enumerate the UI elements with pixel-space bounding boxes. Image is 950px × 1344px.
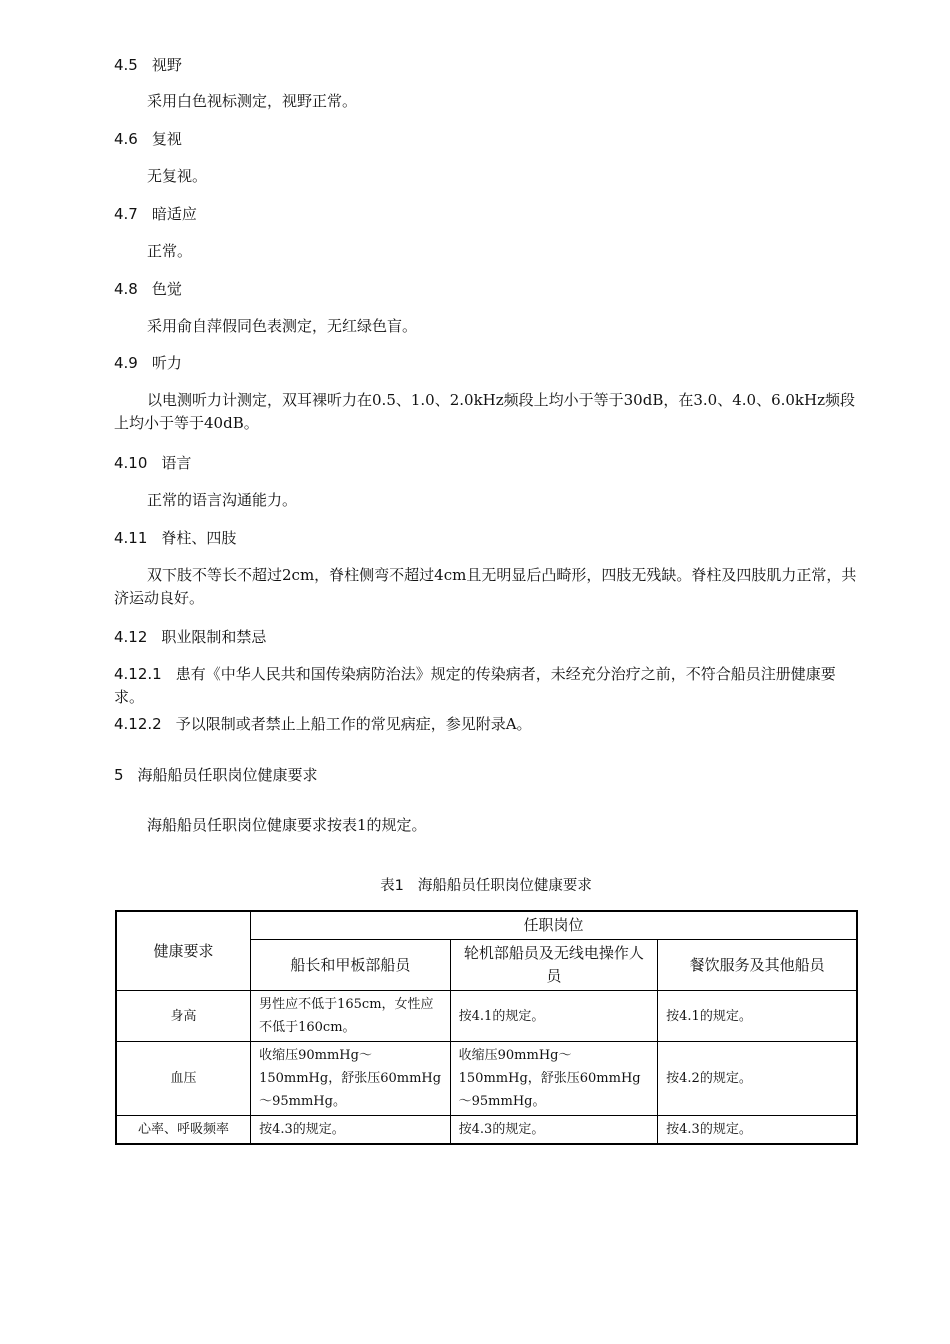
row-label: 血压	[116, 1042, 251, 1116]
table-cell: 按4.3的规定。	[251, 1116, 451, 1145]
table-cell: 收缩压90mmHg～150mmHg，舒张压60mmHg～95mmHg。	[251, 1042, 451, 1116]
section-body-4-8: 采用俞自萍假同色表测定，无红绿色盲。	[147, 317, 418, 335]
section-heading-5	[114, 765, 318, 785]
section-heading-4-11	[114, 528, 236, 548]
table-cell: 男性应不低于165cm，女性应不低于160cm。	[251, 991, 451, 1042]
table-title: 海船船员任职岗位健康要求	[417, 878, 592, 894]
header-post: 任职岗位	[251, 911, 857, 940]
table-row	[116, 991, 857, 1042]
section-body-4-10: 正常的语言沟通能力。	[147, 491, 298, 509]
section-number: 4.5	[114, 56, 138, 74]
section-title: 职业限制和禁忌	[161, 628, 267, 646]
section-body-5: 海船船员任职岗位健康要求按表1的规定。	[147, 816, 427, 834]
section-number: 4.6	[114, 130, 138, 148]
table-row	[116, 1116, 857, 1145]
clause-number: 4.12.1	[114, 665, 162, 683]
section-number: 4.9	[114, 354, 138, 372]
row-label: 心率、呼吸频率	[116, 1116, 251, 1145]
section-title: 色觉	[151, 280, 182, 298]
section-title: 复视	[151, 130, 182, 148]
row-label: 身高	[116, 991, 251, 1042]
section-title: 海船船员任职岗位健康要求	[137, 766, 318, 784]
section-number: 4.12	[114, 628, 148, 646]
table-caption	[114, 876, 858, 896]
section-heading-4-8	[114, 279, 182, 299]
section-number: 4.10	[114, 454, 148, 472]
health-requirements-table	[115, 910, 858, 1145]
clause-number: 4.12.2	[114, 715, 162, 733]
table-cell: 按4.3的规定。	[658, 1116, 857, 1145]
section-body-4-6: 无复视。	[147, 167, 208, 185]
section-heading-4-7	[114, 204, 197, 224]
section-title: 语言	[161, 454, 192, 472]
clause-4-12-2	[114, 713, 860, 736]
section-heading-4-9	[114, 353, 182, 373]
section-heading-4-10	[114, 453, 191, 473]
section-heading-4-5	[114, 55, 182, 75]
header-col-engine: 轮机部船员及无线电操作人员	[450, 940, 658, 991]
table-cell: 按4.1的规定。	[450, 991, 658, 1042]
section-title: 听力	[151, 354, 182, 372]
clause-4-12-1	[114, 663, 860, 709]
header-col-deck: 船长和甲板部船员	[251, 940, 451, 991]
table-cell: 按4.1的规定。	[658, 991, 857, 1042]
section-number: 4.11	[114, 529, 148, 547]
table-cell: 按4.3的规定。	[450, 1116, 658, 1145]
section-heading-4-12	[114, 627, 266, 647]
section-title: 暗适应	[151, 205, 197, 223]
section-body-4-7: 正常。	[147, 242, 193, 260]
section-body-4-5: 采用白色视标测定，视野正常。	[147, 92, 358, 110]
table-header-row	[116, 911, 857, 940]
section-number: 4.7	[114, 205, 138, 223]
table-row	[116, 1042, 857, 1116]
section-heading-4-6	[114, 129, 182, 149]
section-title: 脊柱、四肢	[161, 529, 237, 547]
table-number: 表1	[380, 878, 404, 894]
section-body-4-11: 双下肢不等长不超过2cm，脊柱侧弯不超过4cm且无明显后凸畸形，四肢无残缺。脊柱及四肢肌力正常，共济运动良好。	[114, 566, 857, 607]
clause-text: 予以限制或者禁止上船工作的常见病症，参见附录A。	[175, 715, 532, 733]
section-body-4-9: 以电测听力计测定，双耳裸听力在0.5、1.0、2.0kHz频段上均小于等于30dB，在3.0、4.0、6.0kHz频段上均小于等于40dB。	[114, 391, 855, 432]
clause-text: 患有《中华人民共和国传染病防治法》规定的传染病者，未经充分治疗之前，不符合船员注册健康要求。	[114, 665, 836, 706]
table-cell: 按4.2的规定。	[658, 1042, 857, 1116]
header-col-catering: 餐饮服务及其他船员	[658, 940, 857, 991]
section-number: 5	[114, 766, 124, 784]
header-health-requirement: 健康要求	[116, 911, 251, 991]
section-number: 4.8	[114, 280, 138, 298]
section-title: 视野	[151, 56, 182, 74]
table-cell: 收缩压90mmHg～150mmHg，舒张压60mmHg～95mmHg。	[450, 1042, 658, 1116]
